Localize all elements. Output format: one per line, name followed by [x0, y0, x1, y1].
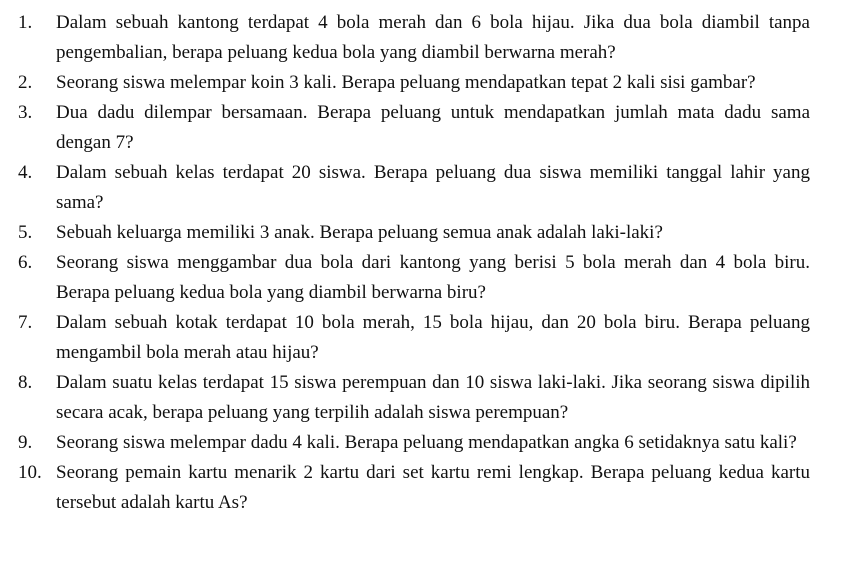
question-number: 1. [18, 12, 33, 33]
question-text: Dalam sebuah kelas terdapat 20 siswa. Berapa peluang dua siswa memiliki tanggal lahir yang sama? [56, 162, 810, 213]
question-text: Dalam sebuah kantong terdapat 4 bola merah dan 6 bola hijau. Jika dua bola diambil tanpa pengembalian, berapa peluang kedua bola yang diambil berwarna merah? [56, 12, 810, 63]
question-text: Seorang siswa menggambar dua bola dari kantong yang berisi 5 bola merah dan 4 bola biru. Berapa peluang kedua bola yang diambil berwarna biru? [56, 252, 810, 303]
question-number: 8. [18, 372, 33, 393]
question-item-10 [18, 458, 810, 518]
question-number: 7. [18, 312, 33, 333]
question-item-8 [18, 368, 810, 428]
question-item-9 [18, 428, 810, 458]
question-list [18, 8, 810, 518]
question-item-7 [18, 308, 810, 368]
question-item-6 [18, 248, 810, 308]
question-number: 6. [18, 252, 33, 273]
question-item-4 [18, 158, 810, 218]
question-number: 3. [18, 102, 33, 123]
question-text: Sebuah keluarga memiliki 3 anak. Berapa peluang semua anak adalah laki-laki? [56, 222, 663, 243]
question-number: 4. [18, 162, 33, 183]
question-text: Seorang pemain kartu menarik 2 kartu dari set kartu remi lengkap. Berapa peluang kedua kartu tersebut adalah kartu As? [56, 462, 810, 513]
question-item-2 [18, 68, 810, 98]
question-number: 10. [18, 462, 42, 483]
question-text: Seorang siswa melempar koin 3 kali. Berapa peluang mendapatkan tepat 2 kali sisi gambar? [56, 72, 756, 93]
question-number: 5. [18, 222, 33, 243]
question-text: Dua dadu dilempar bersamaan. Berapa peluang untuk mendapatkan jumlah mata dadu sama dengan 7? [56, 102, 810, 153]
question-text: Seorang siswa melempar dadu 4 kali. Berapa peluang mendapatkan angka 6 setidaknya satu kali? [56, 432, 797, 453]
question-item-5 [18, 218, 810, 248]
question-item-1 [18, 8, 810, 68]
question-text: Dalam suatu kelas terdapat 15 siswa perempuan dan 10 siswa laki-laki. Jika seorang siswa dipilih secara acak, berapa peluang yang terpilih adalah siswa perempuan? [56, 372, 810, 423]
question-text: Dalam sebuah kotak terdapat 10 bola merah, 15 bola hijau, dan 20 bola biru. Berapa peluang mengambil bola merah atau hijau? [56, 312, 810, 363]
question-number: 9. [18, 432, 33, 453]
question-item-3 [18, 98, 810, 158]
question-number: 2. [18, 72, 33, 93]
